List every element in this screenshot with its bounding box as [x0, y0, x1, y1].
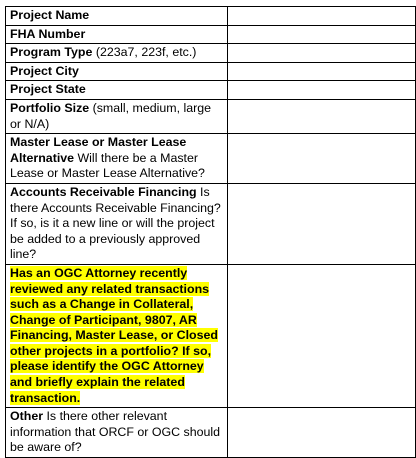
label-ogc-attorney-review [6, 264, 228, 407]
label-accounts-receivable: Accounts Receivable Financing Is there Accounts Receivable Financing? If so, is it a new line or will the project be added to a previously approved line? [6, 183, 228, 264]
table-row [6, 264, 416, 407]
table-row [6, 44, 416, 63]
highlighted-question: Has an OGC Attorney recently reviewed any related transactions such as a Change in Collateral, Change of Participant, 9807, AR Financing, Master Lease, or Closed other projects in a portfolio? If so, please identify the OGC Attorney and briefly explain the related transaction. [10, 265, 218, 405]
label-fha-number: FHA Number [6, 25, 228, 44]
project-info-table [5, 6, 416, 458]
value-project-name[interactable] [228, 7, 416, 26]
label-project-name: Project Name [6, 7, 228, 26]
label-project-city: Project City [6, 62, 228, 81]
value-portfolio-size[interactable] [228, 99, 416, 133]
table-row [6, 99, 416, 133]
value-project-state[interactable] [228, 81, 416, 100]
table-row [6, 7, 416, 26]
label-program-type: Program Type (223a7, 223f, etc.) [6, 44, 228, 63]
table-row [6, 408, 416, 458]
table-row [6, 81, 416, 100]
value-program-type[interactable] [228, 44, 416, 63]
table-row [6, 25, 416, 44]
value-master-lease[interactable] [228, 134, 416, 184]
value-other[interactable] [228, 408, 416, 458]
value-fha-number[interactable] [228, 25, 416, 44]
label-other: Other Is there other relevant information that ORCF or OGC should be aware of? [6, 408, 228, 458]
table-row [6, 183, 416, 264]
label-master-lease: Master Lease or Master Lease Alternative Will there be a Master Lease or Master Lease Alternative? [6, 134, 228, 184]
label-portfolio-size: Portfolio Size (small, medium, large or N/A) [6, 99, 228, 133]
value-accounts-receivable[interactable] [228, 183, 416, 264]
value-ogc-attorney-review[interactable] [228, 264, 416, 407]
value-project-city[interactable] [228, 62, 416, 81]
table-row [6, 62, 416, 81]
table-row [6, 134, 416, 184]
label-project-state: Project State [6, 81, 228, 100]
